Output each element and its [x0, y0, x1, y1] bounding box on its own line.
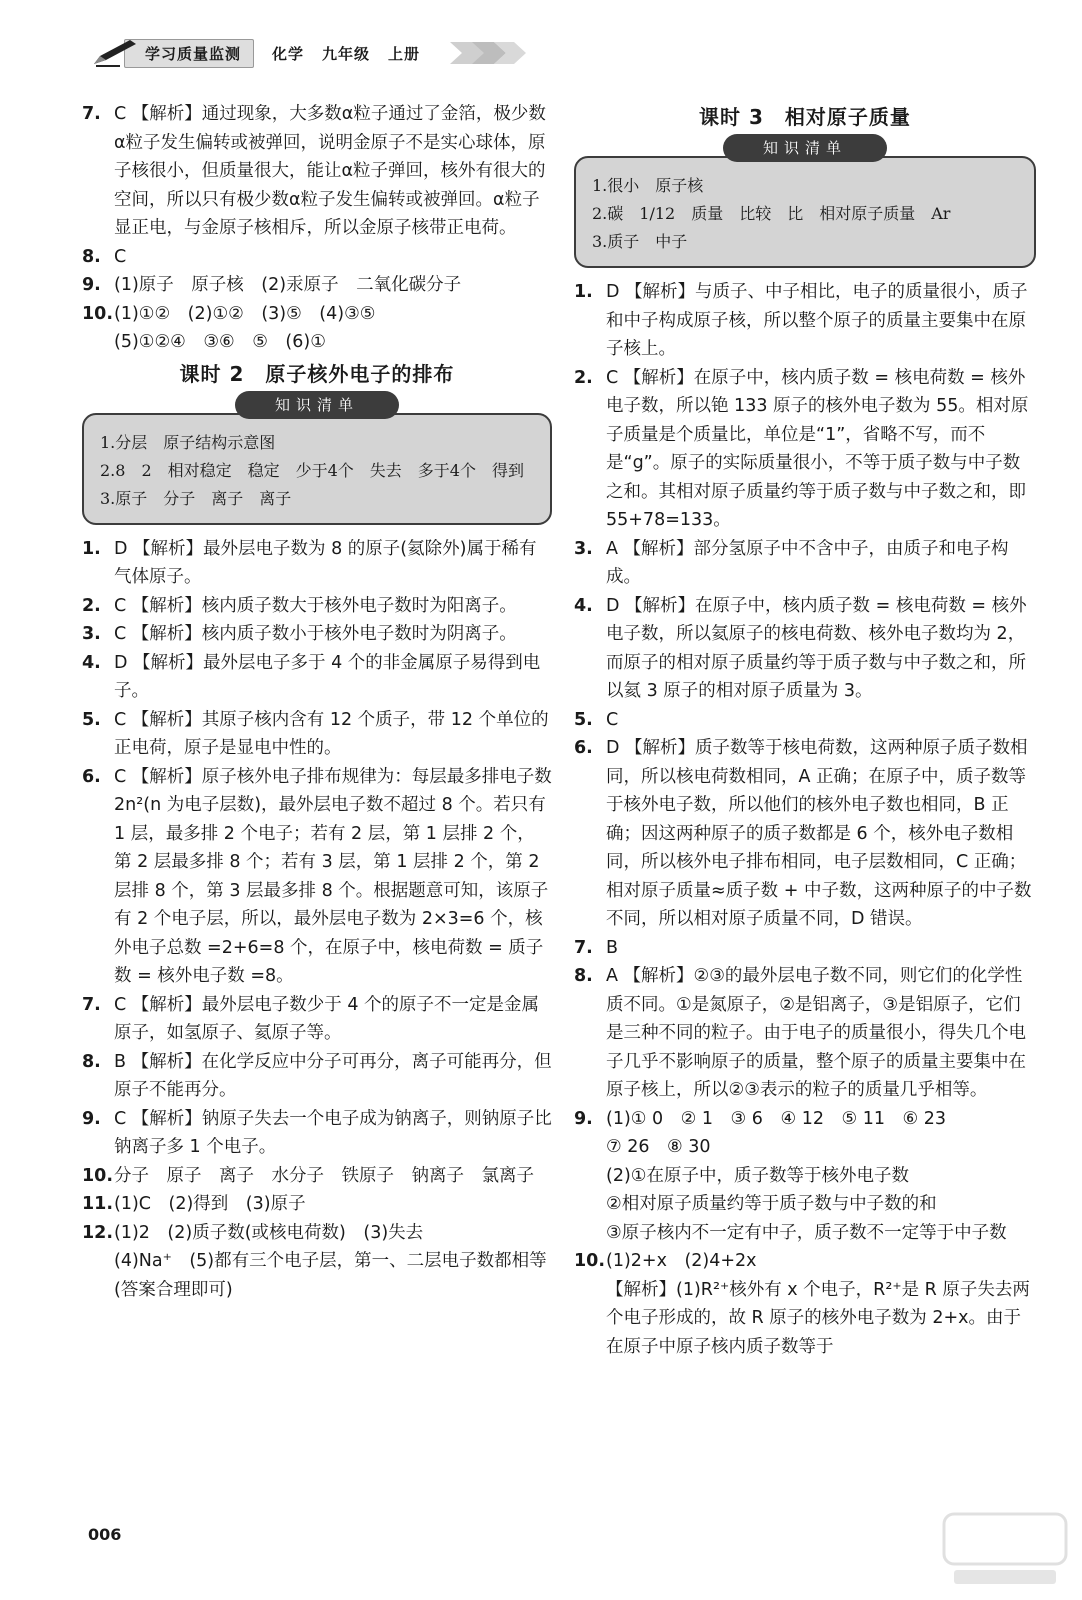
answer-item — [82, 100, 552, 243]
answer-number: 6. — [82, 766, 101, 787]
answer-text — [606, 364, 1036, 535]
answer-line: D 【解析】与质子、中子相比，电子的质量很小，质子和中子构成原子核，所以整个原子的质量主要集中在原子核上。 — [606, 282, 1028, 359]
answer-line: C 【解析】核内质子数大于核外电子数时为阳离子。 — [114, 595, 517, 616]
answer-line: B 【解析】在化学反应中分子可再分，离子可能再分，但原子不能再分。 — [114, 1051, 552, 1100]
pen-icon — [90, 38, 138, 68]
answer-text — [114, 535, 552, 592]
answer-number: 5. — [82, 709, 101, 730]
answer-number: 4. — [574, 595, 593, 616]
answer-item — [574, 734, 1036, 934]
answer-list-lesson2 — [82, 535, 552, 1305]
answer-line: D 【解析】质子数等于核电荷数，这两种原子质子数相同，所以核电荷数相同，A 正确；在原子中，质子数等于核外电子数，所以他们的核外电子数也相同，B 正确；因这两种原子的质子数都是 6 个，核外电子数相同，所以核外电子排布相同，电子层数相同，C 正确；相对原子质量≈质子数 + 中子数，这两种原子的中子数不同，所以相对原子质量不同，D 错误。 — [606, 738, 1032, 929]
answer-number: 4. — [82, 652, 101, 673]
grade-label: 九年级 — [322, 44, 371, 63]
answer-item — [82, 1219, 552, 1305]
answer-text — [114, 1162, 552, 1191]
answer-line: D 【解析】最外层电子数为 8 的原子(氦除外)属于稀有气体原子。 — [114, 538, 537, 587]
answer-item — [82, 1190, 552, 1219]
answer-line: (1)① 0 ② 1 ③ 6 ④ 12 ⑤ 11 ⑥ 23 — [606, 1108, 947, 1129]
answer-line: C 【解析】核内质子数小于核外电子数时为阴离子。 — [114, 624, 517, 644]
answer-number: 3. — [82, 624, 101, 644]
answer-number: 10. — [574, 1251, 606, 1271]
answer-text — [114, 1190, 552, 1219]
answer-number: 7. — [574, 937, 593, 958]
answer-line: C 【解析】最外层电子数少于 4 个的原子不一定是金属原子，如氢原子、氦原子等。 — [114, 994, 540, 1043]
answer-line: (2)①在原子中，质子数等于核外电子数 — [606, 1165, 909, 1186]
answer-line: ⑦ 26 ⑧ 30 — [606, 1137, 711, 1157]
answer-line: C 【解析】其原子核内含有 12 个质子，带 12 个单位的正电荷，原子是显电中性的。 — [114, 709, 549, 758]
knowledge-line: 3.质子 中子 — [592, 232, 688, 251]
answer-line: C — [114, 246, 127, 267]
answer-line: (1)2+x (2)4+2x — [606, 1251, 757, 1271]
answer-list-lesson3 — [574, 278, 1036, 1361]
answer-line: B — [606, 937, 619, 958]
answer-line: C — [606, 709, 619, 730]
answer-text — [114, 100, 552, 243]
answer-line: 分子 原子 离子 水分子 铁原子 钠离子 氯离子 — [114, 1165, 534, 1186]
lesson3-title: 课时 3 相对原子质量 — [699, 105, 911, 129]
answer-text — [606, 934, 1036, 963]
answer-line: D 【解析】在原子中，核内质子数 = 核电荷数 = 核外电子数，所以氦原子的核电荷数、核外电子数均为 2，而原子的相对原子质量约等于质子数与中子数之和，所以氦 3 原子的相对原子质量为 3。 — [606, 595, 1027, 701]
answer-line: A 【解析】②③的最外层电子数不同，则它们的化学性质不同。①是氮原子，②是铝离子，③是铝原子，它们是三种不同的粒子。由于电子的质量很小，得失几个电子几乎不影响原子的质量，整个原子的质量主要集中在原子核上，所以②③表示的粒子的质量几乎相等。 — [606, 966, 1026, 1100]
subject-label: 化学 — [272, 44, 305, 63]
answer-item — [82, 763, 552, 991]
answer-number: 1. — [574, 282, 593, 302]
knowledge-box-lesson3 — [574, 156, 1036, 268]
answer-item — [574, 1105, 1036, 1248]
answer-line: (1)原子 原子核 (2)汞原子 二氧化碳分子 — [114, 275, 462, 295]
answer-list-lesson1 — [82, 100, 552, 357]
answer-text — [606, 706, 1036, 735]
answer-text — [114, 763, 552, 991]
answer-text — [114, 243, 552, 272]
knowledge-line: 3.原子 分子 离子 离子 — [100, 488, 292, 508]
answer-item — [574, 278, 1036, 364]
answer-text — [114, 300, 552, 357]
answer-text — [114, 592, 552, 621]
answer-line: (1)C (2)得到 (3)原子 — [114, 1194, 306, 1214]
answer-number: 3. — [574, 538, 593, 559]
answer-text — [606, 278, 1036, 364]
answer-line: D 【解析】最外层电子多于 4 个的非金属原子易得到电子。 — [114, 652, 541, 701]
answer-number: 10. — [82, 303, 114, 324]
answer-item — [82, 991, 552, 1048]
answer-number: 9. — [574, 1108, 593, 1129]
left-column — [82, 100, 552, 1304]
answer-line: C 【解析】原子核外电子排布规律为：每层最多排电子数 2n²(n 为电子层数)，最外层电子数不超过 8 个。若只有 1 层，最多排 2 个电子；若有 2 层，第 1 层排 2 个，第 2 层最多排 8 个；若有 3 层，第 1 层排 2 个，第 2 层排 8 个，第 3 层最多排 8 个。根据题意可知，该原子有 2 个电子层，所以，最外层电子数为 2×3=6 个，核外电子总数 =2+6=8 个，在原子中，核电荷数 = 质子数 = 核外电子数 =8。 — [114, 766, 552, 986]
answer-line: (1)2 (2)质子数(或核电荷数) (3)失去 — [114, 1222, 424, 1243]
knowledge-list-label: 知识清单 — [723, 134, 887, 162]
answer-item — [574, 934, 1036, 963]
answer-text — [114, 649, 552, 706]
answer-item — [82, 620, 552, 649]
knowledge-line: 1.分层 原子结构示意图 — [100, 432, 276, 452]
answer-item — [574, 535, 1036, 592]
answer-text — [606, 962, 1036, 1105]
answer-item — [574, 364, 1036, 535]
answer-line: A 【解析】部分氢原子中不含中子，由质子和电子构成。 — [606, 538, 1009, 587]
page-header — [90, 38, 534, 68]
answer-text — [114, 1048, 552, 1105]
series-title: 学习质量监测 — [124, 39, 254, 68]
knowledge-line: 2.8 2 相对稳定 稳定 少于4个 失去 多于4个 得到 — [100, 460, 524, 480]
answer-number: 8. — [574, 966, 593, 986]
answer-item — [82, 243, 552, 272]
answer-text — [606, 1105, 1036, 1248]
answer-text — [114, 1105, 552, 1162]
answer-text — [114, 991, 552, 1048]
answer-text — [606, 734, 1036, 934]
knowledge-line: 2.碳 1/12 质量 比较 比 相对原子质量 Ar — [592, 204, 951, 223]
answer-number: 1. — [82, 538, 101, 559]
answer-text — [606, 592, 1036, 706]
answer-number: 10. — [82, 1165, 114, 1186]
page-number: 006 — [88, 1525, 122, 1544]
answer-line: C 【解析】通过现象，大多数α粒子通过了金箔，极少数α粒子发生偏转或被弹回，说明金原子不是实心球体，原子核很小，但质量很大，能让α粒子弹回，核外有很大的空间，所以只有极少数α粒子发生偏转或被弹回。α粒子显正电，与金原子核相斥，所以金原子核带正电荷。 — [114, 104, 546, 238]
answer-number: 8. — [82, 1051, 101, 1072]
answer-number: 7. — [82, 104, 101, 124]
answer-number: 2. — [82, 595, 101, 616]
answer-item — [82, 1162, 552, 1191]
answer-text — [114, 620, 552, 649]
answer-item — [82, 300, 552, 357]
answer-line: (5)①②④ ③⑥ ⑤ (6)① — [114, 332, 326, 352]
answer-number: 2. — [574, 367, 593, 388]
answer-line: ③原子核内不一定有中子，质子数不一定等于中子数 — [606, 1222, 1007, 1243]
answer-number: 7. — [82, 994, 101, 1015]
answer-number: 9. — [82, 1108, 101, 1129]
answer-text — [114, 1219, 552, 1305]
answer-text — [606, 1247, 1036, 1361]
answer-line: ②相对原子质量约等于质子数与中子数的和 — [606, 1194, 937, 1214]
answer-item — [574, 592, 1036, 706]
answer-number: 12. — [82, 1222, 114, 1243]
answer-number: 5. — [574, 709, 593, 730]
right-column — [574, 100, 1036, 1361]
answer-item — [574, 1247, 1036, 1361]
answer-item — [82, 706, 552, 763]
answer-line: (1)①② (2)①② (3)⑤ (4)③⑤ — [114, 303, 376, 324]
answer-item — [574, 706, 1036, 735]
knowledge-list-label: 知识清单 — [235, 391, 399, 419]
answer-line: (4)Na⁺ (5)都有三个电子层，第一、二层电子数都相等(答案合理即可) — [114, 1251, 547, 1300]
chevron-decoration-icon — [450, 38, 534, 68]
answer-item — [574, 962, 1036, 1105]
knowledge-box-lesson2 — [82, 413, 552, 525]
knowledge-line: 1.很小 原子核 — [592, 176, 704, 195]
answer-item — [82, 1048, 552, 1105]
answer-number: 6. — [574, 738, 593, 758]
answer-line: C 【解析】在原子中，核内质子数 = 核电荷数 = 核外电子数，所以铯 133 原子的核外电子数为 55。相对原子质量是个质量比，单位是“1”，省略不写，而不是“g”。原子的实际质量很小，不等于质子数与中子数之和。其相对原子质量约等于质子数与中子数之和，即55+78=133。 — [606, 367, 1029, 530]
answer-line: 【解析】(1)R²⁺核外有 x 个电子，R²⁺是 R 原子失去两个电子形成的，故 R 原子的核外电子数为 2+x。由于在原子中原子核内质子数等于 — [606, 1279, 1030, 1357]
answer-text — [114, 271, 552, 300]
answer-item — [82, 271, 552, 300]
answer-item — [82, 649, 552, 706]
answer-text — [606, 535, 1036, 592]
answer-text — [114, 706, 552, 763]
lesson2-title: 课时 2 原子核外电子的排布 — [179, 361, 455, 386]
answer-number: 9. — [82, 275, 101, 295]
answer-number: 8. — [82, 246, 101, 267]
answer-item — [82, 592, 552, 621]
watermark-logo-icon — [940, 1510, 1070, 1590]
volume-label: 上册 — [388, 44, 421, 63]
answer-line: C 【解析】钠原子失去一个电子成为钠离子，则钠原子比钠离子多 1 个电子。 — [114, 1108, 552, 1157]
answer-item — [82, 535, 552, 592]
answer-item — [82, 1105, 552, 1162]
answer-number: 11. — [82, 1194, 114, 1214]
